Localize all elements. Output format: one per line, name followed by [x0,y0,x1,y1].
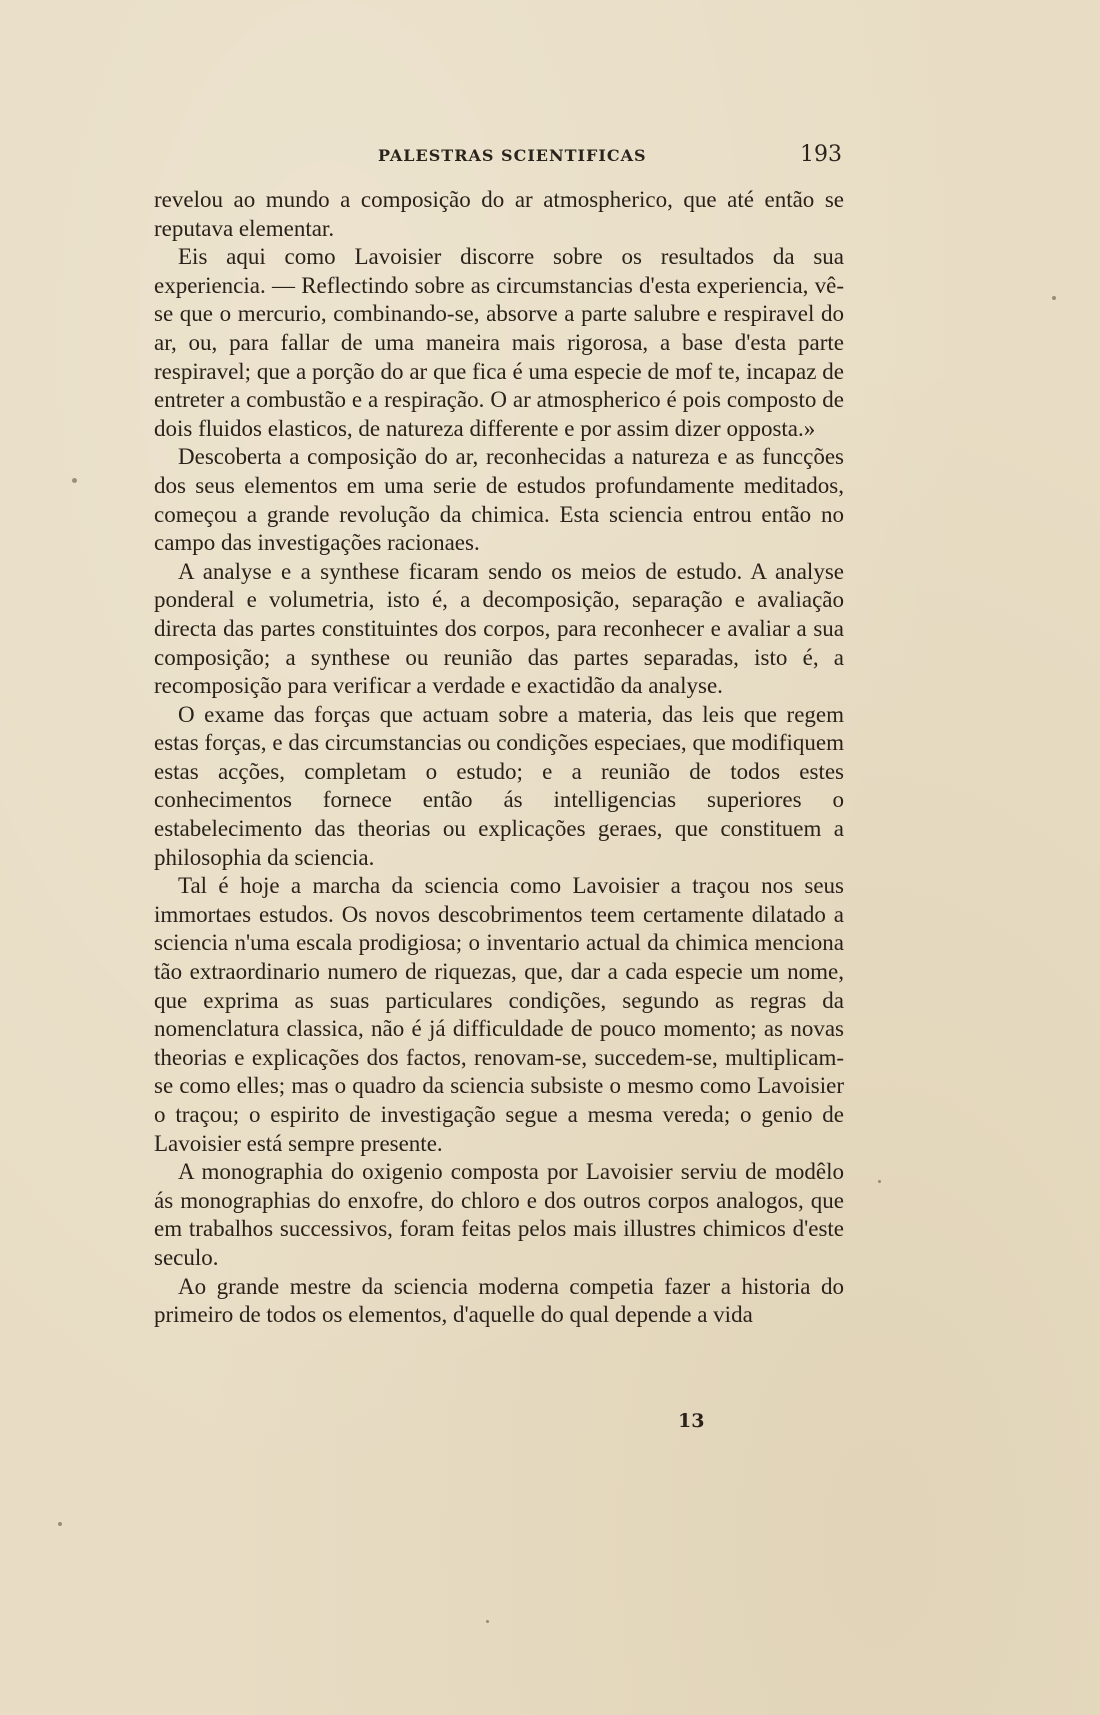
paragraph: Ao grande mestre da sciencia moderna competia fazer a historia do primeiro de todos os elementos, d'aquelle do qual depende a vida [154,1273,844,1328]
paper-speck [72,478,77,483]
paragraph-continuation: revelou ao mundo a composição do ar atmospherico, que até então se reputava elementar. [154,187,844,241]
paragraph: O exame das forças que actuam sobre a materia, das leis que regem estas forças, e das circumstancias ou condições especiaes, que modifiquem estas acções, completam o estudo; e a reunião de todos estes conhecimentos fornece então ás intelligencias superiores o estabelecimento das theorias ou explicações geraes, que constituem a philosophia da sciencia. [154,701,844,870]
paper-speck [58,1522,62,1526]
running-title: PALESTRAS SCIENTIFICAS [378,146,647,165]
signature-mark: 13 [678,1410,705,1432]
page-header [154,144,844,172]
paragraph: A monographia do oxigenio composta por Lavoisier serviu de modêlo ás monographias do enxofre, do chloro e dos outros corpos analogos, que em trabalhos successivos, foram feitas pelos mais illustres chimicos d'este seculo. [154,1159,844,1270]
paragraph: A analyse e a synthese ficaram sendo os meios de estudo. A analyse ponderal e volumetria, isto é, a decomposição, separação e avaliação directa das partes constituintes dos corpos, para reconhecer e avaliar a sua composição; a synthese ou reunião das partes separadas, isto é, a recomposição para verificar a verdade e exactidão da analyse. [154,558,844,699]
paragraph: Eis aqui como Lavoisier discorre sobre os resultados da sua experiencia. — Reflectindo sobre as circumstancias d'esta experiencia, vê-se que o mercurio, combinando-se, absorve a parte salubre e respiravel do ar, ou, para fallar de uma maneira mais rigorosa, a base d'esta parte respiravel; que a porção do ar que fica é uma especie de mof te, incapaz de entreter a combustão e a respiração. O ar atmospherico é pois composto de dois fluidos elasticos, de natureza differente e por assim dizer opposta.» [154,244,844,441]
paper-speck [1052,296,1056,300]
paragraph: Descoberta a composição do ar, reconhecidas a natureza e as funcções dos seus elementos em uma serie de estudos profundamente meditados, começou a grande revolução da chimica. Esta sciencia entrou então no campo das investigações racionaes. [154,444,844,556]
page-number: 193 [800,142,842,167]
paper-speck [486,1620,489,1623]
paper-speck [878,1180,881,1183]
text-body [154,186,844,1330]
paragraph: Tal é hoje a marcha da sciencia como Lavoisier a traçou nos seus immortaes estudos. Os novos descobrimentos teem certamente dilatado a sciencia n'uma escala prodigiosa; o inventario actual da chimica menciona tão extraordinario numero de riquezas, que, dar a cada especie um nome, que exprima as suas particulares condições, segundo as regras da nomenclatura classica, não é já difficuldade de pouco momento; as novas theorias e explicações dos factos, renovam-se, succedem-se, multiplicam-se como elles; mas o quadro da sciencia subsiste o mesmo como Lavoisier o traçou; o espirito de investigação segue a mesma vereda; o genio de Lavoisier está sempre presente. [154,873,844,1156]
